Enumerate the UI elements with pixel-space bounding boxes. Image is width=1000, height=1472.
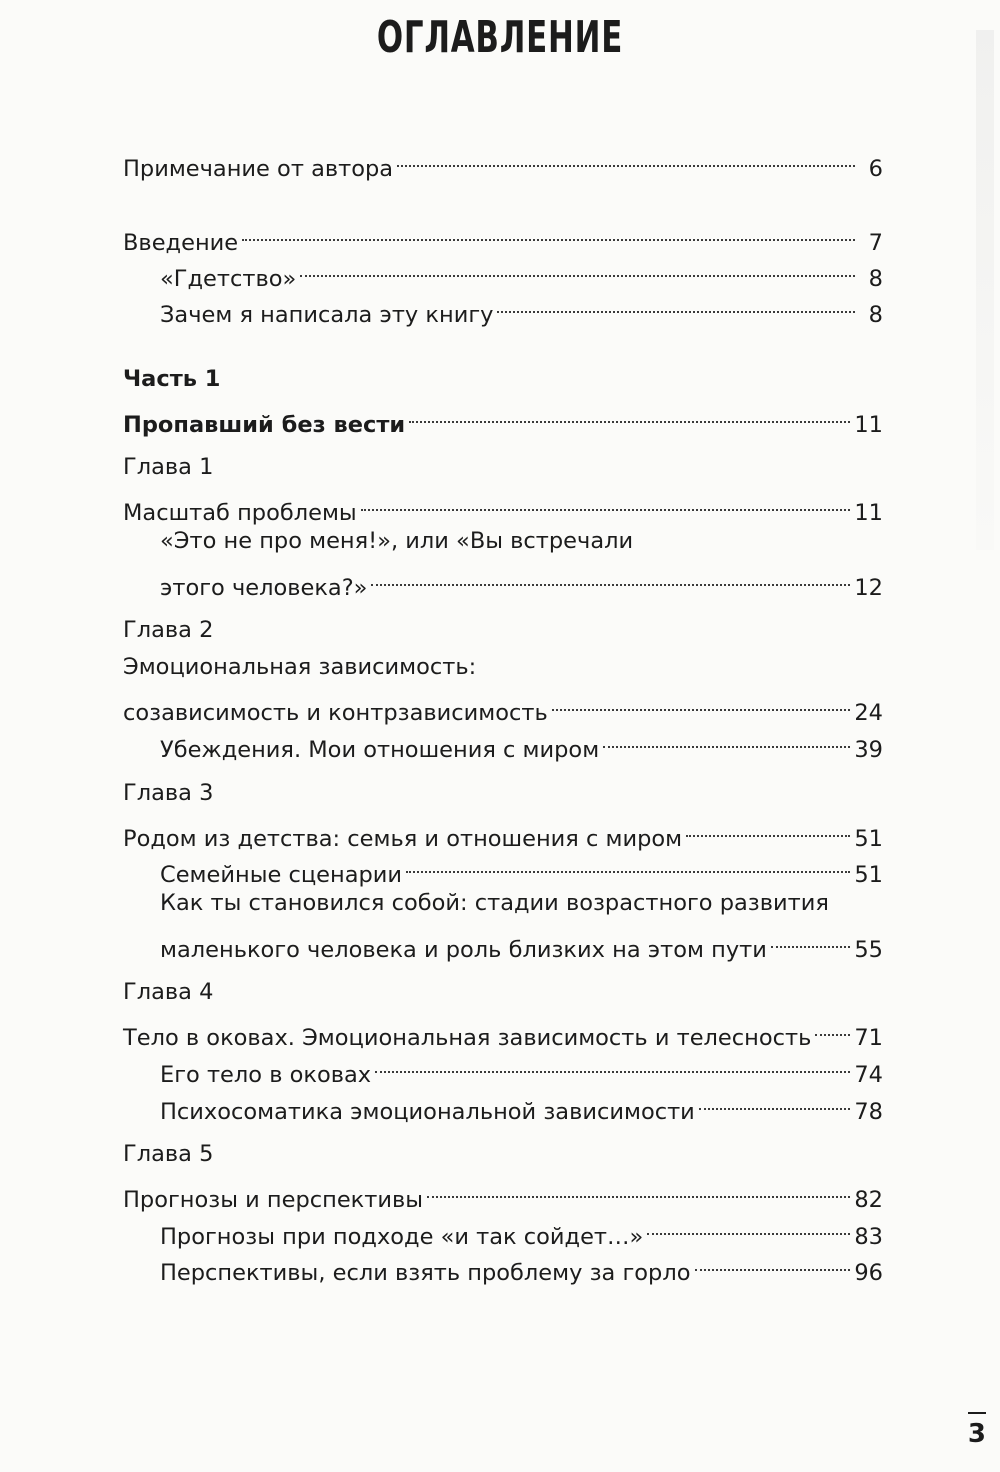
- dot-leader: [371, 561, 850, 595]
- toc-entry-title: Его тело в оковах: [160, 1062, 372, 1088]
- toc-subentry-line: Как ты становился собой: стадии возрастного развития: [160, 890, 829, 916]
- part-label: Часть 1: [123, 366, 221, 392]
- toc-entry-page: 96: [854, 1260, 883, 1286]
- toc-entry-page: 74: [854, 1062, 883, 1088]
- toc-subentry: [160, 252, 883, 292]
- dot-leader: [409, 398, 850, 432]
- toc-entry: [123, 1011, 883, 1051]
- dot-leader: [771, 923, 850, 957]
- dot-leader: [497, 288, 855, 322]
- toc-entry-title: Перспективы, если взять проблему за горло: [160, 1260, 691, 1286]
- chapter-label: Глава 1: [123, 454, 214, 480]
- toc-entry-title: созависимость и контрзависимость: [123, 700, 548, 726]
- page-title: ОГЛАВЛЕНИЕ: [376, 12, 624, 63]
- toc-entry-title: Пропавший без вести: [123, 412, 406, 438]
- toc-entry-title: этого человека?»: [160, 575, 368, 601]
- toc-entry-page: 24: [854, 700, 883, 726]
- chapter-label: Глава 5: [123, 1141, 214, 1167]
- bleed-through-shadow: [976, 30, 994, 550]
- dot-leader: [242, 216, 855, 250]
- toc-entry-title: Психосоматика эмоциональной зависимости: [160, 1099, 695, 1125]
- toc-entry-page: 39: [854, 737, 883, 763]
- toc-entry-title: Убеждения. Мои отношения с миром: [160, 737, 600, 763]
- dot-leader: [361, 486, 851, 520]
- dot-leader: [552, 686, 851, 720]
- chapter-label: Глава 2: [123, 617, 214, 643]
- toc-entry-page: 6: [868, 156, 883, 182]
- toc-entry: [123, 812, 883, 852]
- dot-leader: [647, 1210, 850, 1244]
- toc-entry-title: Масштаб проблемы: [123, 500, 357, 526]
- toc-entry-title: «Гдетство»: [160, 266, 297, 292]
- toc-entry: [123, 686, 883, 726]
- toc-entry-page: 51: [854, 826, 883, 852]
- toc-entry-page: 8: [868, 266, 883, 292]
- toc-subentry: [160, 923, 883, 963]
- toc-entry-title: Примечание от автора: [123, 156, 394, 182]
- toc-entry-page: 7: [868, 230, 883, 256]
- toc-entry-title: Введение: [123, 230, 239, 256]
- toc-subentry: [160, 1048, 883, 1088]
- toc-entry-title: Прогнозы и перспективы: [123, 1187, 424, 1213]
- toc-subentry: [160, 288, 883, 328]
- dot-leader: [815, 1011, 850, 1045]
- toc-entry-page: 12: [854, 575, 883, 601]
- toc-subentry: [160, 1210, 883, 1250]
- toc-entry-page: 82: [854, 1187, 883, 1213]
- toc-entry-page: 51: [854, 862, 883, 888]
- toc-entry-title: Прогнозы при подходе «и так сойдет…»: [160, 1224, 644, 1250]
- toc-entry-title: Тело в оковах. Эмоциональная зависимость и телесность: [123, 1025, 812, 1051]
- toc-entry-page: 8: [868, 302, 883, 328]
- toc-subentry: [160, 1246, 883, 1286]
- toc-subentry: [160, 561, 883, 601]
- toc-entry-title: Зачем я написала эту книгу: [160, 302, 494, 328]
- chapter-label: Глава 4: [123, 979, 214, 1005]
- toc-entry: [123, 398, 883, 438]
- toc-entry-title: Родом из детства: семья и отношения с миром: [123, 826, 683, 852]
- dot-leader: [397, 142, 855, 176]
- chapter-label: Глава 3: [123, 780, 214, 806]
- page-number: 3: [967, 1419, 986, 1449]
- toc-subentry-line: «Это не про меня!», или «Вы встречали: [160, 528, 634, 554]
- dot-leader: [603, 723, 850, 757]
- toc-entry: [123, 216, 883, 256]
- dot-leader: [699, 1085, 851, 1119]
- toc-entry: [123, 142, 883, 182]
- toc-entry: [123, 1173, 883, 1213]
- dot-leader: [695, 1246, 851, 1280]
- toc-entry-title: Семейные сценарии: [160, 862, 403, 888]
- toc-entry: [123, 486, 883, 526]
- toc-subentry: [160, 1085, 883, 1125]
- toc-entry-page: 55: [854, 937, 883, 963]
- toc-entry-title: маленького человека и роль близких на этом пути: [160, 937, 767, 963]
- dot-leader: [427, 1173, 850, 1207]
- toc-entry-line: Эмоциональная зависимость:: [123, 654, 477, 680]
- dot-leader: [375, 1048, 850, 1082]
- toc-subentry: [160, 848, 883, 888]
- toc-entry-page: 83: [854, 1224, 883, 1250]
- toc-entry-page: 11: [854, 412, 883, 438]
- toc-entry-page: 78: [854, 1099, 883, 1125]
- dot-leader: [406, 848, 850, 882]
- toc-entry-page: 11: [854, 500, 883, 526]
- toc-entry-page: 71: [854, 1025, 883, 1051]
- toc-subentry: [160, 723, 883, 763]
- dot-leader: [686, 812, 850, 846]
- dot-leader: [300, 252, 855, 286]
